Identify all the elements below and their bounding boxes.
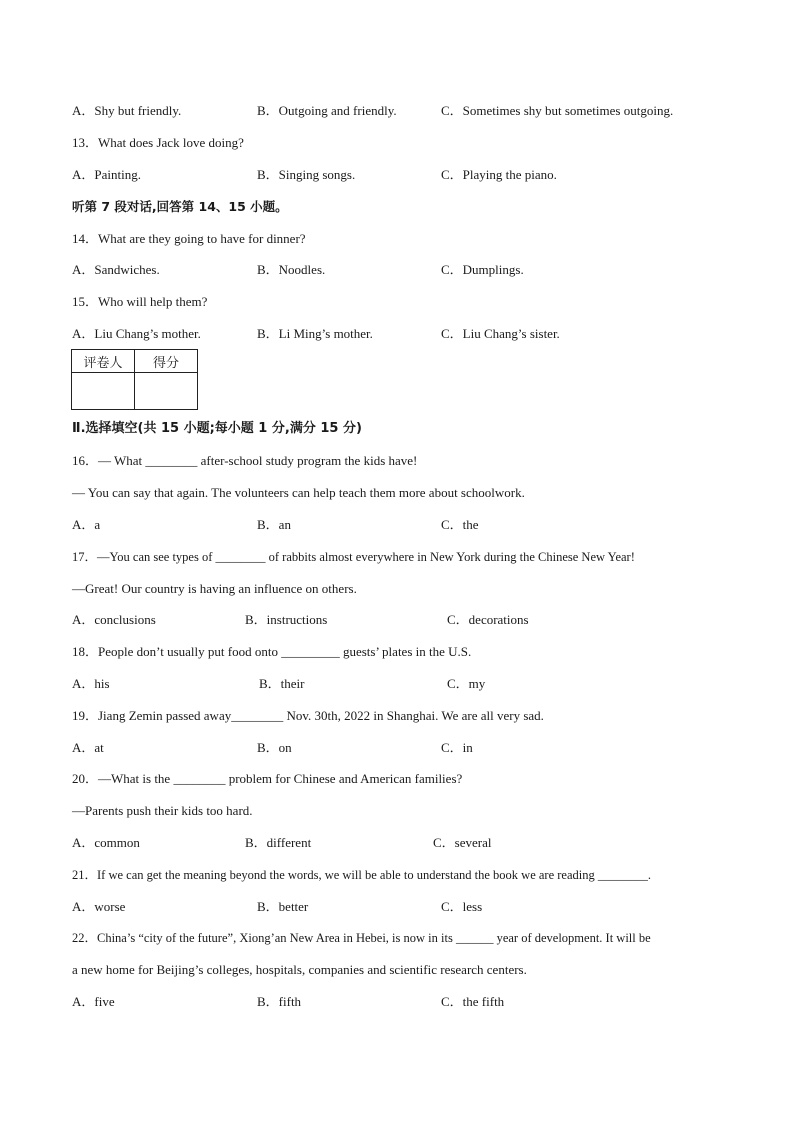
score-table [71, 349, 198, 410]
q20-stem: 20．—What is the ________ problem for Chinese and American families? [72, 771, 463, 786]
q14-stem: 14．What are they going to have for dinner? [72, 231, 306, 246]
score-header: 得分 [135, 350, 198, 373]
grader-cell [72, 373, 135, 410]
q15-option-b: B．Li Ming’s mother. [257, 326, 373, 341]
q13-stem: 13．What does Jack love doing? [72, 135, 244, 150]
q15-option-c: C．Liu Chang’s sister. [441, 326, 560, 341]
q16-reply: — You can say that again. The volunteers can help teach them more about schoolwork. [72, 485, 525, 500]
q16-option-b: B．an [257, 517, 291, 532]
q22-option-b: B．fifth [257, 994, 302, 1009]
q18-option-c: C．my [447, 676, 486, 691]
q22-option-c: C．the fifth [441, 994, 505, 1009]
q18-option-b: B．their [259, 676, 305, 691]
q13-option-b: B．Singing songs. [257, 167, 356, 182]
q19-option-c: C．in [441, 740, 473, 755]
q20-option-a: A．common [72, 835, 140, 850]
q14-option-a: A．Sandwiches. [72, 262, 160, 277]
q21-option-a: A．worse [72, 899, 126, 914]
q14-option-c: C．Dumplings. [441, 262, 524, 277]
q17-option-a: A．conclusions [72, 612, 156, 627]
q19-stem: 19．Jiang Zemin passed away________ Nov. 30th, 2022 in Shanghai. We are all very sad. [72, 708, 544, 723]
q17-stem: 17．—You can see types of ________ of rabbits almost everywhere in New York during the Chinese New Year! [72, 550, 635, 564]
q12-option-b: B．Outgoing and friendly. [257, 103, 397, 118]
q18-option-a: A．his [72, 676, 110, 691]
q12-option-a: A．Shy but friendly. [72, 103, 182, 118]
q14-option-b: B．Noodles. [257, 262, 326, 277]
q16-option-a: A．a [72, 517, 101, 532]
q20-option-b: B．different [245, 835, 312, 850]
q22-option-a: A．five [72, 994, 115, 1009]
q13-option-c: C．Playing the piano. [441, 167, 557, 182]
q21-option-c: C．less [441, 899, 483, 914]
score-cell [135, 373, 198, 410]
q20-option-c: C．several [433, 835, 492, 850]
q21-option-b: B．better [257, 899, 309, 914]
q18-stem: 18．People don’t usually put food onto _________ guests’ plates in the U.S. [72, 644, 472, 659]
q20-reply: —Parents push their kids too hard. [72, 803, 253, 818]
q22-stem-line-1: 22．China’s “city of the future”, Xiong’an New Area in Hebei, is now in its ______ year of development. It will be [72, 931, 651, 945]
part-2-title: Ⅱ.选择填空(共 15 小题;每小题 1 分,满分 15 分) [72, 421, 362, 436]
q13-option-a: A．Painting. [72, 167, 141, 182]
q21-stem: 21．If we can get the meaning beyond the words, we will be able to understand the book we are reading ________. [72, 868, 651, 882]
q17-reply: —Great! Our country is having an influence on others. [72, 581, 357, 596]
q17-option-c: C．decorations [447, 612, 529, 627]
q16-option-c: C．the [441, 517, 479, 532]
q22-stem-line-2: a new home for Beijing’s colleges, hospitals, companies and scientific research centers. [72, 962, 527, 977]
grader-header: 评卷人 [72, 350, 135, 373]
q17-option-b: B．instructions [245, 612, 328, 627]
section-7-heading: 听第 7 段对话,回答第 14、15 小题。 [72, 199, 288, 214]
q15-option-a: A．Liu Chang’s mother. [72, 326, 201, 341]
q19-option-a: A．at [72, 740, 104, 755]
q15-stem: 15．Who will help them? [72, 294, 208, 309]
q16-stem: 16．— What ________ after-school study program the kids have! [72, 453, 418, 468]
q19-option-b: B．on [257, 740, 292, 755]
q12-option-c: C．Sometimes shy but sometimes outgoing. [441, 103, 674, 118]
